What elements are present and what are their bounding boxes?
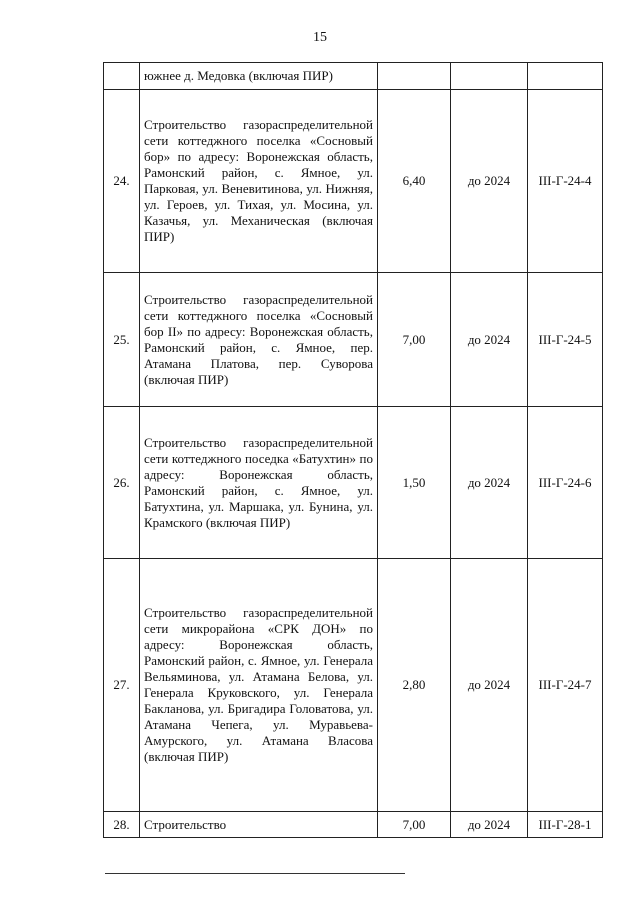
row-code: III-Г-28-1 [528, 812, 603, 838]
row-deadline: до 2024 [451, 812, 528, 838]
row-deadline: до 2024 [451, 407, 528, 559]
row-description: Строительство [140, 812, 378, 838]
row-deadline: до 2024 [451, 90, 528, 273]
row-value: 2,80 [378, 559, 451, 812]
table-row [104, 559, 603, 812]
row-description: Строительство газораспределительной сети коттеджного поседка «Батухтин» по адресу: Воронежская область, Рамонский район, с. Ямное, ул. Батухтина, ул. Маршака, ул. Бунина, ул. Крамского (включая ПИР) [140, 407, 378, 559]
row-value: 1,50 [378, 407, 451, 559]
row-value: 6,40 [378, 90, 451, 273]
row-value [378, 63, 451, 90]
table-row [104, 90, 603, 273]
page-number: 15 [313, 30, 327, 45]
gas-network-table [103, 62, 603, 838]
row-code: III-Г-24-4 [528, 90, 603, 273]
table-row [104, 63, 603, 90]
row-value: 7,00 [378, 812, 451, 838]
table-row [104, 407, 603, 559]
row-deadline [451, 63, 528, 90]
row-value: 7,00 [378, 273, 451, 407]
row-number: 28. [104, 812, 140, 838]
row-number [104, 63, 140, 90]
footer-rule [105, 873, 405, 874]
row-code [528, 63, 603, 90]
row-deadline: до 2024 [451, 273, 528, 407]
row-code: III-Г-24-7 [528, 559, 603, 812]
table-row [104, 812, 603, 838]
row-number: 27. [104, 559, 140, 812]
row-description: Строительство газораспределительной сети коттеджного поселка «Сосновый бор II» по адресу: Воронежская область, Рамонский район, с. Ямное, пер. Атамана Платова, пер. Суворова (включая ПИР) [140, 273, 378, 407]
row-description: Строительство газораспределительной сети микрорайона «СРК ДОН» по адресу: Воронежская область, Рамонский район, с. Ямное, ул. Генерала Вельяминова, ул. Атамана Белова, ул. Генерала Круковского, ул. Генерала Бакланова, ул. Бригадира Головатова, ул. Атамана Чепега, ул. Муравьева-Амурского, ул. Атамана Власова (включая ПИР) [140, 559, 378, 812]
row-deadline: до 2024 [451, 559, 528, 812]
table-row [104, 273, 603, 407]
row-description: Строительство газораспределительной сети коттеджного поселка «Сосновый бор» по адресу: Воронежская область, Рамонский район, с. Ямное, ул. Парковая, ул. Веневитинова, ул. Нижняя, ул. Героев, ул. Тихая, ул. Мосина, ул. Казачья, ул. Механическая (включая ПИР) [140, 90, 378, 273]
row-description: южнее д. Медовка (включая ПИР) [140, 63, 378, 90]
row-number: 24. [104, 90, 140, 273]
row-number: 26. [104, 407, 140, 559]
row-code: III-Г-24-5 [528, 273, 603, 407]
row-code: III-Г-24-6 [528, 407, 603, 559]
row-number: 25. [104, 273, 140, 407]
